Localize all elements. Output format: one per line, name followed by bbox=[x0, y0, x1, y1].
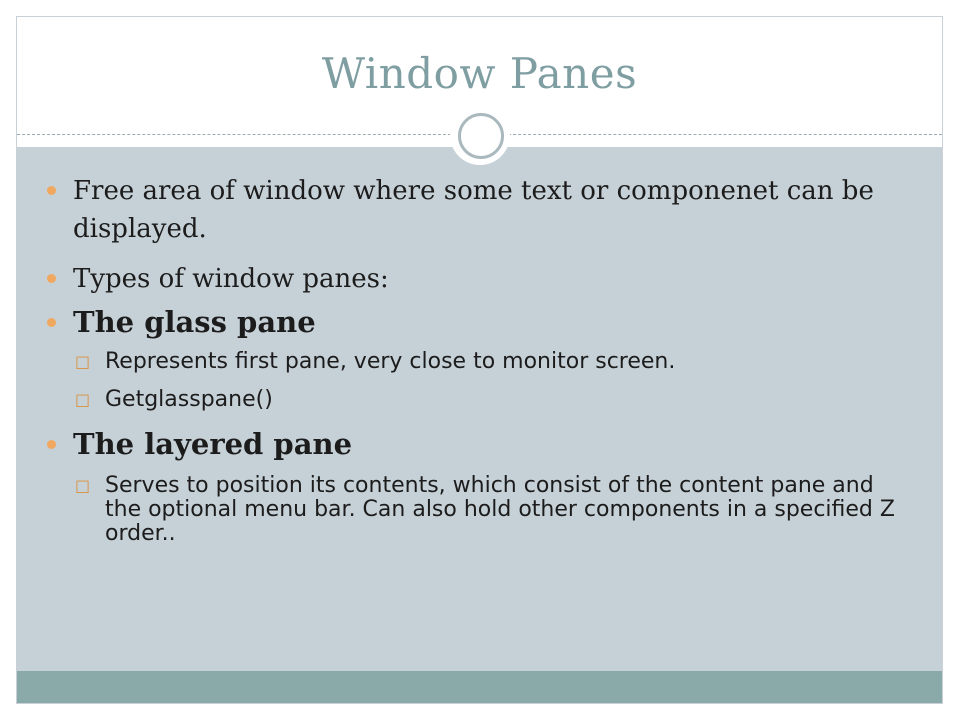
slide-title: Window Panes bbox=[321, 49, 638, 98]
bullet-dot-icon bbox=[47, 440, 56, 449]
bullet-dot-icon bbox=[47, 274, 56, 283]
sub-bullet-text: Getglasspane() bbox=[105, 387, 273, 412]
bullet-item bbox=[47, 302, 907, 342]
bullet-item bbox=[47, 424, 907, 464]
hollow-square-icon: □ bbox=[75, 476, 91, 495]
bullet-text: Types of window panes: bbox=[73, 264, 389, 294]
slide bbox=[16, 16, 943, 704]
footer-band bbox=[17, 671, 942, 704]
sub-bullet-item bbox=[75, 350, 907, 374]
bullet-text: The glass pane bbox=[73, 305, 316, 339]
double-circle-icon bbox=[450, 105, 510, 165]
bullet-dot-icon bbox=[47, 318, 56, 327]
bullet-text: The layered pane bbox=[73, 427, 353, 461]
bullet-text: Free area of window where some text or componenet can be displayed. bbox=[73, 176, 874, 244]
bullet-dot-icon bbox=[47, 186, 56, 195]
hollow-square-icon: □ bbox=[75, 390, 91, 409]
bullet-item bbox=[47, 260, 907, 298]
hollow-square-icon: □ bbox=[75, 352, 91, 371]
sub-bullet-text: Serves to position its contents, which consist of the content pane and the optional menu bar. Can also hold other components in a specified Z order.. bbox=[105, 473, 895, 546]
bullet-list bbox=[47, 172, 907, 546]
sub-bullet-item bbox=[75, 474, 907, 546]
bullet-item bbox=[47, 172, 907, 248]
sub-bullet-item bbox=[75, 388, 907, 412]
sub-bullet-text: Represents first pane, very close to monitor screen. bbox=[105, 349, 676, 374]
